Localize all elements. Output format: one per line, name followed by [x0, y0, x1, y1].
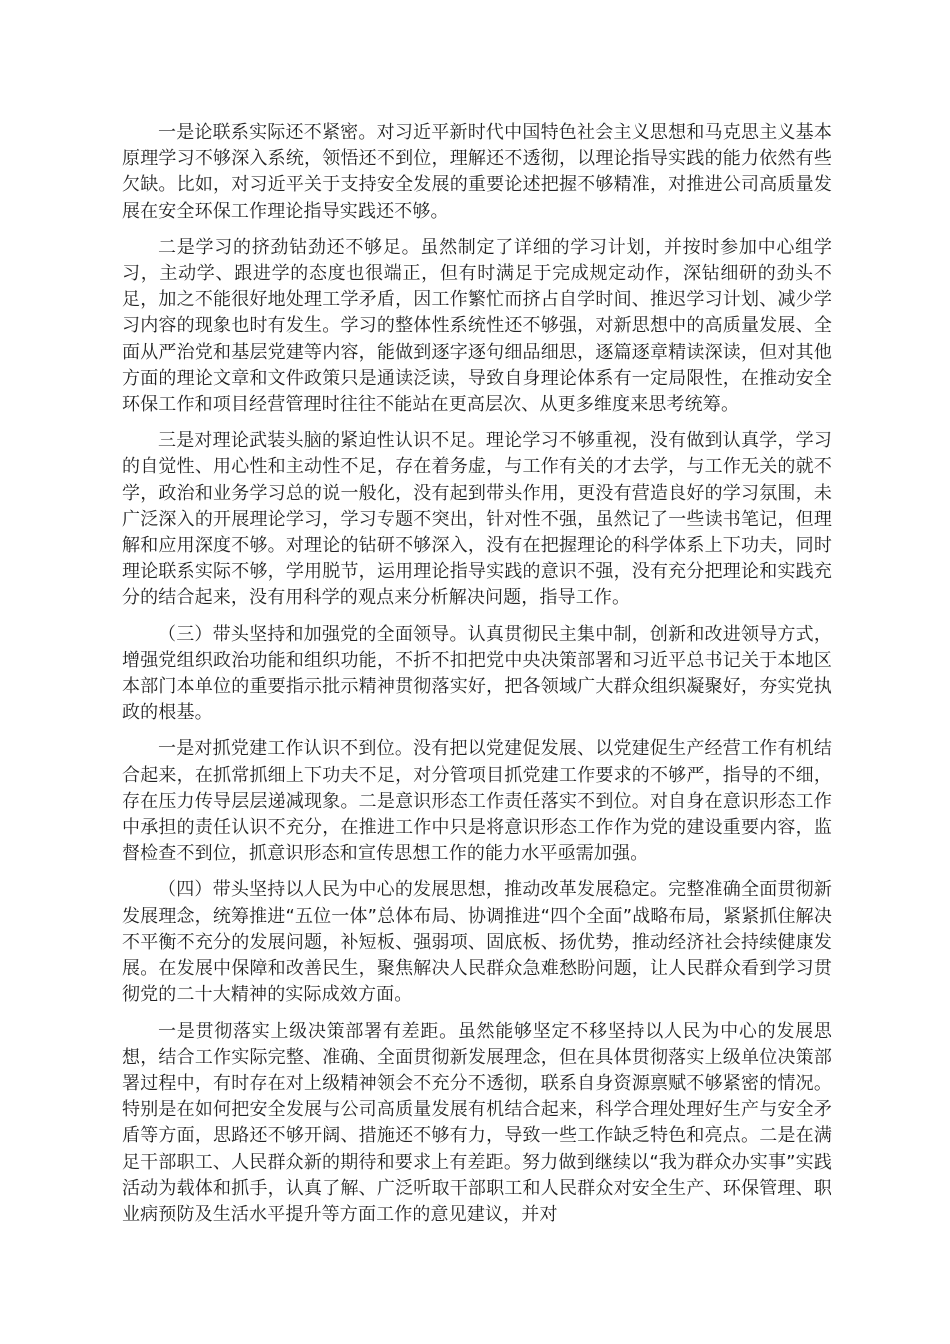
paragraph-implementation-gap: 一是贯彻落实上级决策部署有差距。虽然能够坚定不移坚持以人民为中心的发展思想，结合工作实际完整、准确、全面贯彻新发展理念，但在具体贯彻落实上级单位决策部署过程中，有时存在对上级精神领会不充分不透彻，联系自身资源禀赋不够紧密的情况。特别是在如何把安全发展与公司高质量发展有机结合起来，科学合理处理好生产与安全矛盾等方面，思路还不够开阔、措施还不够有力，导致一些工作缺乏特色和亮点。二是在满足干部职工、人民群众新的期待和要求上有差距。努力做到继续以“我为群众办实事”实践活动为载体和抓手，认真了解、广泛听取干部职工和人民群众对安全生产、环保管理、职业病预防及生活水平提升等方面工作的意见建议，并对	[122, 1020, 832, 1225]
paragraph-party-building: 一是对抓党建工作认识不到位。没有把以党建促发展、以党建促生产经营工作有机结合起来，在抓常抓细上下功夫不足，对分管项目抓党建工作要求的不够严，指导的不细，存在压力传导层层递减现象。二是意识形态工作责任落实不到位。对自身在意识形态工作中承担的责任认识不充分，在推进工作中只是将意识形态工作作为党的建设重要内容，监督检查不到位，抓意识形态和宣传思想工作的能力水平亟需加强。	[122, 738, 832, 865]
paragraph-study-effort: 二是学习的挤劲钻劲还不够足。虽然制定了详细的学习计划，并按时参加中心组学习，主动学、跟进学的态度也很端正，但有时满足于完成规定动作，深钻细研的劲头不足，加之不能很好地处理工学矛盾，因工作繁忙而挤占自学时间、推迟学习计划、减少学习内容的现象也时有发生。学习的整体性系统性还不够强，对新思想中的高质量发展、全面从严治党和基层党建等内容，能做到逐字逐句细品细思，逐篇逐章精读深读，但对其他方面的理论文章和文件政策只是通读泛读，导致自身理论体系有一定局限性，在推动安全环保工作和项目经营管理时往往不能站在更高层次、从更多维度来思考统筹。	[122, 236, 832, 416]
document-body	[122, 120, 832, 1238]
section-heading-party-leadership: （三）带头坚持和加强党的全面领导。认真贯彻民主集中制，创新和改进领导方式，增强党组织政治功能和组织功能，不折不扣把党中央决策部署和习近平总书记关于本地区本部门本单位的重要指示批示精神贯彻落实好，把各领域广大群众组织凝聚好，夯实党执政的根基。	[122, 623, 832, 724]
section-heading-people-centered: （四）带头坚持以人民为中心的发展思想，推动改革发展稳定。完整准确全面贯彻新发展理念，统筹推进“五位一体”总体布局、协调推进“四个全面”战略布局，紧紧抓住解决不平衡不充分的发展问题，补短板、强弱项、固底板、扬优势，推动经济社会持续健康发展。在发展中保障和改善民生，聚焦解决人民群众急难愁盼问题，让人民群众看到学习贯彻党的二十大精神的实际成效方面。	[122, 879, 832, 1006]
paragraph-theory-urgency: 三是对理论武装头脑的紧迫性认识不足。理论学习不够重视，没有做到认真学，学习的自觉性、用心性和主动性不足，存在着务虚，与工作有关的才去学，与工作无关的就不学，政治和业务学习总的说一般化，没有起到带头作用，更没有营造良好的学习氛围，未广泛深入的开展理论学习，学习专题不突出，针对性不强，虽然记了一些读书笔记，但理解和应用深度不够。对理论的钻研不够深入，没有在把握理论的科学体系上下功夫，同时理论联系实际不够，学用脱节，运用理论指导实践的意识不强，没有充分把理论和实践充分的结合起来，没有用科学的观点来分析解决问题，指导工作。	[122, 430, 832, 609]
paragraph-theory-practice: 一是论联系实际还不紧密。对习近平新时代中国特色社会主义思想和马克思主义基本原理学习不够深入系统，领悟还不到位，理解还不透彻，以理论指导实践的能力依然有些欠缺。比如，对习近平关于支持安全发展的重要论述把握不够精准，对推进公司高质量发展在安全环保工作理论指导实践还不够。	[122, 122, 832, 222]
